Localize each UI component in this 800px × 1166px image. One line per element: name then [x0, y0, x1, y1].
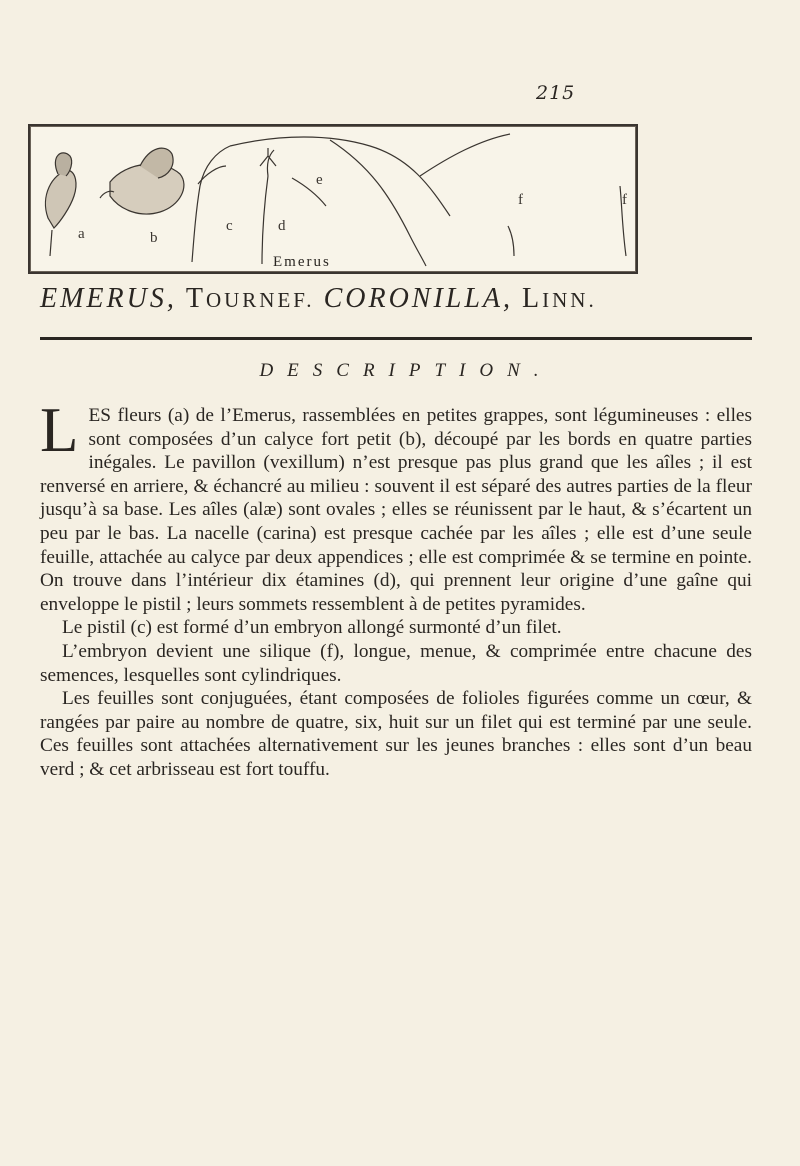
description-body: [40, 395, 752, 782]
synonym-name: CORONILLA,: [323, 283, 514, 314]
paragraph-2: Le pistil (c) est formé d’un embryon allongé surmonté d’un filet.: [62, 617, 562, 639]
stamens-drawing: [260, 148, 276, 264]
author2-rest: INN.: [542, 288, 597, 312]
flower-b-drawing: [100, 148, 184, 214]
author-linnaeus: [522, 283, 597, 314]
page-number: 215: [536, 82, 576, 104]
author1-rest: OURNEF.: [205, 288, 315, 312]
paragraph-1: [40, 395, 752, 616]
author-tournefort: [186, 283, 315, 314]
botanical-plate: [28, 124, 638, 274]
plate-illustration: [30, 126, 636, 272]
page-heading: [40, 283, 760, 315]
plate-label-b: b: [150, 230, 158, 246]
plate-label-a: a: [78, 226, 85, 242]
genus-name: EMERUS,: [40, 283, 177, 314]
plate-label-d: d: [278, 218, 286, 234]
paragraph-4: Les feuilles sont conjuguées, étant composées de folioles figurées comme un cœur, & rangées par paire au nombre de quatre, six, huit sur un filet qui est terminé par une seule. Ces feuilles sont attachées alternativement sur les jeunes branches : elles sont d’un beau verd ; & cet arbrisseau est fort touffu.: [40, 688, 752, 780]
drop-cap: L: [40, 395, 79, 465]
plate-label-e: e: [316, 172, 323, 188]
plate-label-c: c: [226, 218, 233, 234]
pistil-drawing: [192, 146, 230, 262]
author2-initial: L: [522, 283, 543, 314]
plate-label-f1: f: [518, 192, 523, 208]
flower-a-drawing: [45, 153, 76, 256]
paragraph-3: L’embryon devient une silique (f), longue, menue, & comprimée entre chacune des semences, lesquelles sont cylindriques.: [40, 640, 752, 686]
plate-caption: Emerus: [273, 254, 331, 270]
pod-drawings: [230, 134, 626, 266]
heading-rule: [40, 337, 752, 342]
paragraph-1-text: ES fleurs (a) de l’Emerus, rassemblées en petites grappes, sont légumineuses : elles sont composées d’un calyce fort petit (b), découpé par les bords en quatre parties inégales. Le pavillon (vexillum) n’est presque pas plus grand que les aîles ; il est renversé en arriere, & échancré au milieu : souvent il est séparé des autres parties de la fleur jusqu’à sa base. Les aîles (alæ) sont ovales ; elles se réunissent par le haut, & s’écartent un peu par le bas. La nacelle (carina) est presque cachée par les aîles ; elle est d’une seule feuille, attachée au calyce par deux appendices ; elle est comprimée & se termine en pointe. On trouve dans l’intérieur dix étamines (d), qui prennent leur origine d’une gaîne qui enveloppe le pistil ; leurs sommets ressemblent à de petites pyramides.: [40, 405, 752, 615]
section-title: DESCRIPTION.: [259, 360, 553, 381]
plate-label-f2: f: [622, 192, 627, 208]
author1-initial: T: [185, 283, 206, 314]
